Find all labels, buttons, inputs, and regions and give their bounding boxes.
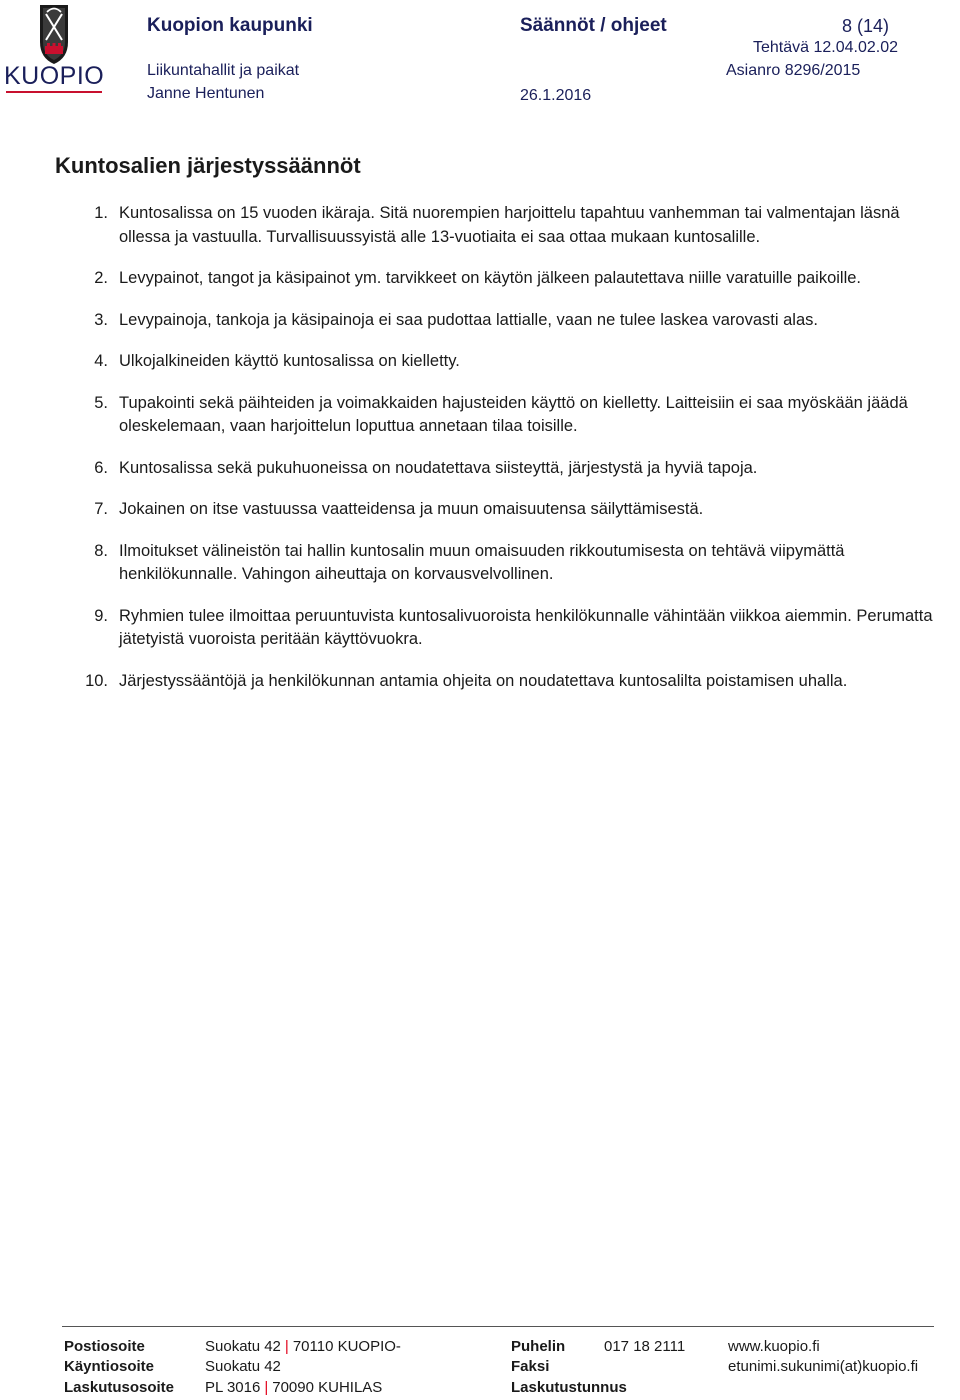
separator: | — [284, 1338, 289, 1355]
phone-label: Puhelin — [511, 1338, 566, 1355]
document-type: Säännöt / ohjeet — [520, 15, 667, 36]
rule-item — [0, 457, 960, 481]
postal-address-label: Postiosoite — [64, 1338, 145, 1355]
rule-text: Ulkojalkineiden käyttö kuntosalissa on kielletty. — [119, 352, 460, 370]
rule-text: Levypainoja, tankoja ja käsipainoja ei saa pudottaa lattialle, vaan ne tulee laskea varovasti alas. — [119, 310, 818, 329]
page-title: Kuntosalien järjestyssäännöt — [55, 153, 361, 178]
postal-street: Suokatu 42 — [205, 1338, 281, 1355]
rule-number: 2. — [94, 269, 108, 287]
rule-text: Levypainot, tangot ja käsipainot ym. tarvikkeet on käytön jälkeen palautettava niille varatuille paikoille. — [119, 269, 862, 287]
rule-item — [0, 670, 960, 694]
rule-item — [0, 202, 960, 249]
website-link[interactable]: www.kuopio.fi — [728, 1338, 820, 1355]
billing-box: PL 3016 — [205, 1379, 261, 1396]
kuopio-logo — [4, 2, 104, 92]
rule-text: Tupakointi sekä päihteiden ja voimakkaiden hajusteiden käyttö on kielletty. Laitteisiin ei saa myöskään jäädä oleskelemaan, vaan harjoittelun loputtua annetaan tilaa toisille. — [119, 393, 908, 435]
visiting-address-label: Käyntiosoite — [64, 1358, 155, 1375]
rule-text: Jokainen on itse vastuussa vaatteidensa ja muun omaisuutensa säilyttämisestä. — [119, 500, 704, 518]
rule-number: 3. — [94, 310, 108, 329]
rule-item — [0, 498, 960, 522]
billing-city: 70090 KUHILAS — [272, 1379, 383, 1396]
author-name: Janne Hentunen — [147, 85, 265, 102]
footer-divider — [62, 1326, 934, 1327]
billing-address-value — [205, 1379, 382, 1396]
rule-item — [0, 350, 960, 374]
rule-item — [0, 267, 960, 291]
separator: | — [264, 1379, 269, 1396]
document-date: 26.1.2016 — [520, 87, 592, 104]
postal-address-value — [205, 1338, 401, 1355]
rule-number: 1. — [94, 204, 108, 222]
rule-item — [0, 540, 960, 587]
postal-city: 70110 KUOPIO- — [292, 1338, 401, 1355]
logo-wordmark: KUOPIO — [4, 62, 105, 90]
rule-item — [0, 392, 960, 439]
email-link[interactable]: etunimi.sukunimi(at)kuopio.fi — [728, 1358, 919, 1375]
department-unit: Liikuntahallit ja paikat — [147, 62, 300, 79]
page-number: 8 (14) — [842, 16, 890, 36]
fax-label: Faksi — [511, 1358, 550, 1375]
rule-number: 7. — [94, 500, 108, 518]
phone-value: 017 18 2111 — [604, 1338, 686, 1355]
rules-list — [0, 202, 960, 693]
rule-item — [0, 309, 960, 333]
rule-number: 10. — [85, 671, 108, 690]
billing-id-label: Laskutustunnus — [511, 1379, 627, 1396]
logo-underline — [6, 91, 102, 93]
rule-number: 4. — [94, 352, 108, 370]
visiting-address-value: Suokatu 42 — [205, 1358, 281, 1375]
organization-name: Kuopion kaupunki — [147, 15, 313, 36]
rule-text: Kuntosalissa sekä pukuhuoneissa on noudatettava siisteyttä, järjestystä ja hyviä tapoja. — [119, 458, 758, 477]
task-number: Tehtävä 12.04.02.02 — [753, 39, 899, 56]
case-number: Asianro 8296/2015 — [726, 62, 861, 79]
rule-text: Kuntosalissa on 15 vuoden ikäraja. Sitä nuorempien harjoittelu tapahtuu vanhemman tai valmentajan läsnä ollessa ja vastuulla. Turvallisuussyistä alle 13-vuotiaita ei saa ottaa mukaan kuntosalille. — [119, 204, 900, 246]
rule-number: 9. — [94, 606, 108, 625]
rule-item — [0, 605, 960, 652]
billing-address-label: Laskutusosoite — [64, 1379, 175, 1396]
rule-text: Ilmoitukset välineistön tai hallin kuntosalin muun omaisuuden rikkoutumisesta on tehtävä viipymättä henkilökunnalle. Vahingon aiheuttaja on korvausvelvollinen. — [119, 541, 845, 583]
rule-text: Järjestyssääntöjä ja henkilökunnan antamia ohjeita on noudatettava kuntosalilta poistamisen uhalla. — [119, 671, 848, 690]
rule-number: 5. — [94, 393, 108, 412]
rule-number: 8. — [94, 541, 108, 560]
rule-text: Ryhmien tulee ilmoittaa peruuntuvista kuntosalivuoroista henkilökunnalle vähintään viikkoa aiemmin. Perumatta jätetyistä vuoroista peritään käyttövuokra. — [119, 606, 933, 648]
rule-number: 6. — [94, 458, 108, 477]
